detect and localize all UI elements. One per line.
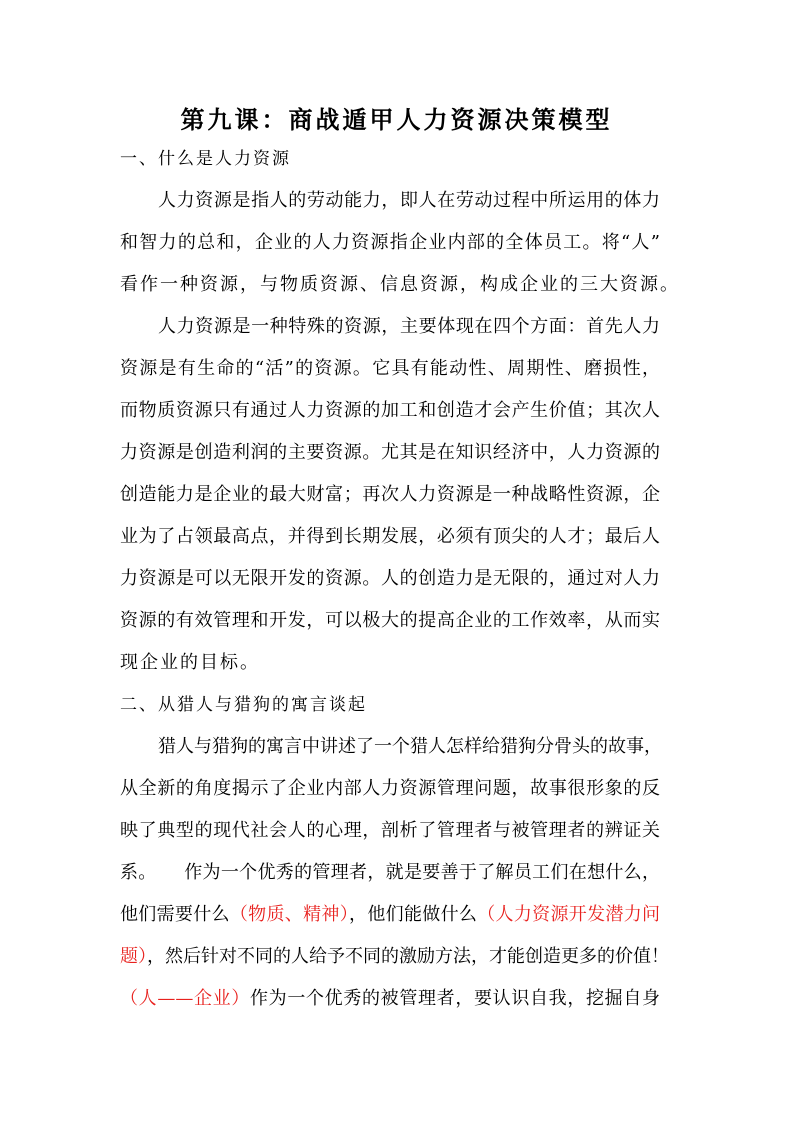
paragraph-line bbox=[120, 936, 669, 978]
highlight-text: （人——企业） bbox=[120, 988, 250, 1009]
paragraph-line: 从全新的角度揭示了企业内部人力资源管理问题，故事很形象的反 bbox=[120, 778, 660, 799]
paragraph-line: 业为了占领最高点，并得到长期发展，必须有顶尖的人才；最后人 bbox=[120, 526, 660, 547]
paragraph-line: 猎人与猎狗的寓言中讲述了一个猎人怎样给猎狗分骨头的故事， bbox=[158, 736, 662, 757]
paragraph-line: 力资源是可以无限开发的资源。人的创造力是无限的，通过对人力 bbox=[120, 568, 660, 589]
text-run: 他们需要什么 bbox=[120, 904, 230, 925]
highlight-text: 题） bbox=[120, 946, 147, 967]
paragraph-line: 力资源是创造利润的主要资源。尤其是在知识经济中，人力资源的 bbox=[120, 442, 660, 463]
paragraph-line bbox=[120, 978, 660, 1020]
paragraph-line: 而物质资源只有通过人力资源的加工和创造才会产生价值；其次人 bbox=[120, 400, 660, 421]
paragraph-line bbox=[120, 894, 660, 936]
page-title: 第九课：商战遁甲人力资源决策模型 bbox=[180, 106, 613, 134]
highlight-text: （人力资源开发潜力问 bbox=[477, 904, 661, 925]
text-run: ，他们能做什么 bbox=[349, 904, 478, 925]
paragraph-line: 和智力的总和，企业的人力资源指企业内部的全体员工。将“人” bbox=[120, 232, 660, 253]
paragraph-line: 现企业的目标。 bbox=[120, 652, 260, 673]
paragraph-line: 人力资源是一种特殊的资源，主要体现在四个方面：首先人力 bbox=[158, 316, 660, 337]
paragraph-line: 系。 作为一个优秀的管理者，就是要善于了解员工们在想什么， bbox=[120, 862, 660, 883]
paragraph-line: 资源的有效管理和开发，可以极大的提高企业的工作效率，从而实 bbox=[120, 610, 660, 631]
paragraph-line: 人力资源是指人的劳动能力，即人在劳动过程中所运用的体力 bbox=[158, 190, 660, 211]
highlight-text: （物质、精神） bbox=[229, 904, 350, 925]
paragraph-line: 映了典型的现代社会人的心理，剖析了管理者与被管理者的辨证关 bbox=[120, 820, 660, 841]
paragraph-line: 创造能力是企业的最大财富；再次人力资源是一种战略性资源，企 bbox=[120, 484, 660, 505]
text-run: ，然后针对不同的人给予不同的激励方法，才能创造更多的价值！ bbox=[147, 946, 669, 967]
section-heading-what-is-hr: 一、什么是人力资源 bbox=[120, 149, 291, 169]
section-heading-hunter-fable: 二、从猎人与猎狗的寓言谈起 bbox=[120, 695, 367, 715]
paragraph-line: 资源是有生命的“活”的资源。它具有能动性、周期性、磨损性， bbox=[120, 358, 660, 379]
text-run: 作为一个优秀的被管理者，要认识自我，挖掘自身 bbox=[250, 988, 660, 1009]
paragraph-line: 看作一种资源，与物质资源、信息资源，构成企业的三大资源。 bbox=[120, 274, 680, 295]
